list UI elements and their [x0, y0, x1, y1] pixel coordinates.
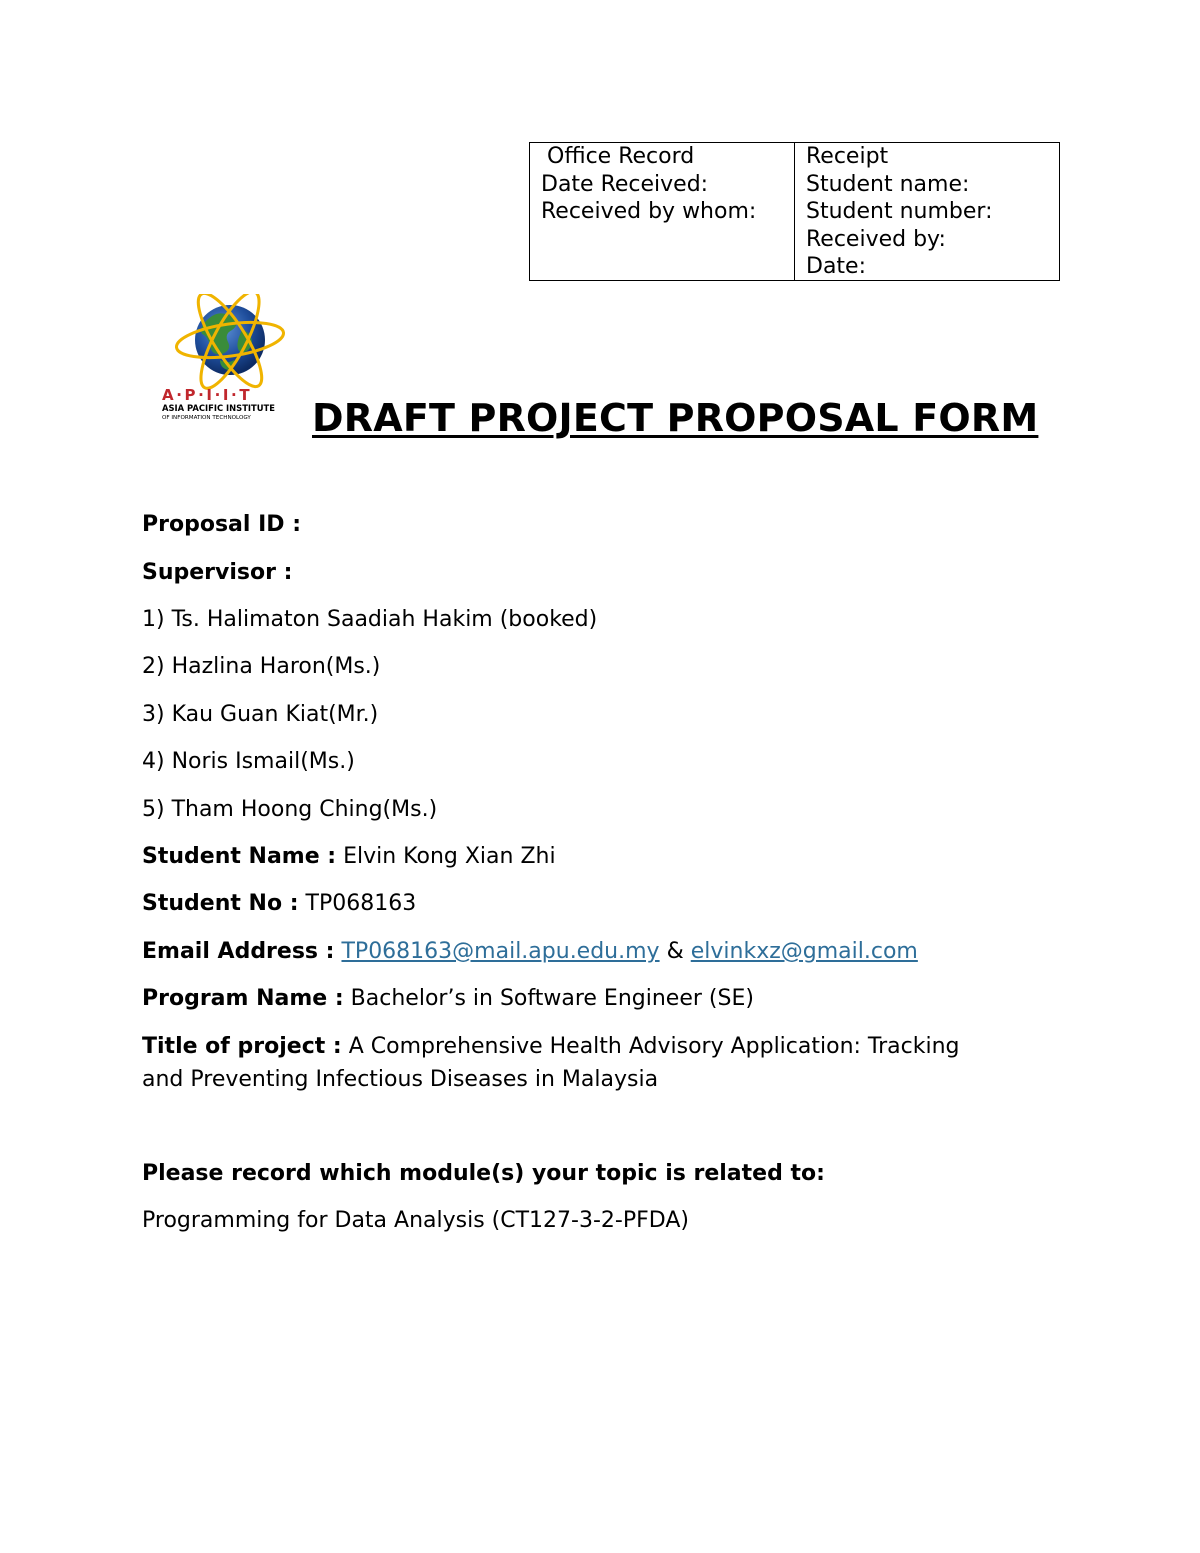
logo-letters: A·P·I·I·T: [162, 386, 253, 404]
student-number-receipt-label: Student number:: [806, 199, 993, 224]
student-name-row: [142, 840, 556, 873]
supervisor-label: Supervisor :: [142, 560, 293, 585]
student-name-label: Student Name :: [142, 844, 337, 869]
office-record-cell: [530, 143, 795, 280]
program-row: [142, 982, 754, 1015]
apiit-logo: [160, 294, 300, 424]
received-by-whom-label: Received by whom:: [541, 199, 757, 224]
email-link-secondary[interactable]: elvinkxz@gmail.com: [690, 939, 918, 964]
logo-line1: ASIA PACIFIC INSTITUTE: [162, 403, 275, 413]
module-prompt: Please record which module(s) your topic is related to:: [142, 1161, 825, 1186]
page-title: DRAFT PROJECT PROPOSAL FORM: [312, 396, 1039, 440]
supervisor-item: 4) Noris Ismail(Ms.): [142, 749, 355, 774]
logo-line2: OF INFORMATION TECHNOLOGY: [162, 415, 251, 421]
proposal-id-label: Proposal ID :: [142, 512, 301, 537]
supervisor-item: 5) Tham Hoong Ching(Ms.): [142, 797, 438, 822]
project-title-continuation: and Preventing Infectious Diseases in Malaysia: [142, 1067, 659, 1092]
received-by-label: Received by:: [806, 226, 946, 252]
office-record-heading: Office Record: [547, 144, 695, 169]
program-value: Bachelor’s in Software Engineer (SE): [343, 986, 754, 1011]
student-name-value: Elvin Kong Xian Zhi: [336, 844, 556, 869]
module-value: Programming for Data Analysis (CT127-3-2-PFDA): [142, 1208, 689, 1233]
office-record-table: [529, 142, 1060, 281]
supervisor-item: 1) Ts. Halimaton Saadiah Hakim (booked): [142, 607, 598, 632]
project-title-row: [142, 1030, 960, 1063]
receipt-cell: [795, 143, 1059, 280]
student-no-label: Student No :: [142, 891, 299, 916]
date-received-label: Date Received:: [541, 171, 709, 197]
supervisor-item: 2) Hazlina Haron(Ms.): [142, 654, 381, 679]
project-title-value: A Comprehensive Health Advisory Application: Tracking: [341, 1034, 960, 1059]
project-title-label: Title of project :: [142, 1034, 342, 1059]
student-name-receipt-label: Student name:: [806, 171, 970, 197]
student-no-value: TP068163: [298, 891, 417, 916]
date-label: Date:: [806, 254, 866, 279]
email-link-primary[interactable]: TP068163@mail.apu.edu.my: [341, 939, 660, 964]
email-label: Email Address :: [142, 939, 335, 964]
globe-icon: [195, 305, 265, 375]
supervisor-item: 3) Kau Guan Kiat(Mr.): [142, 702, 379, 727]
program-label: Program Name :: [142, 986, 344, 1011]
email-row: [142, 935, 918, 968]
email-separator: &: [659, 939, 691, 964]
receipt-heading: Receipt: [806, 144, 889, 169]
student-no-row: [142, 887, 416, 920]
